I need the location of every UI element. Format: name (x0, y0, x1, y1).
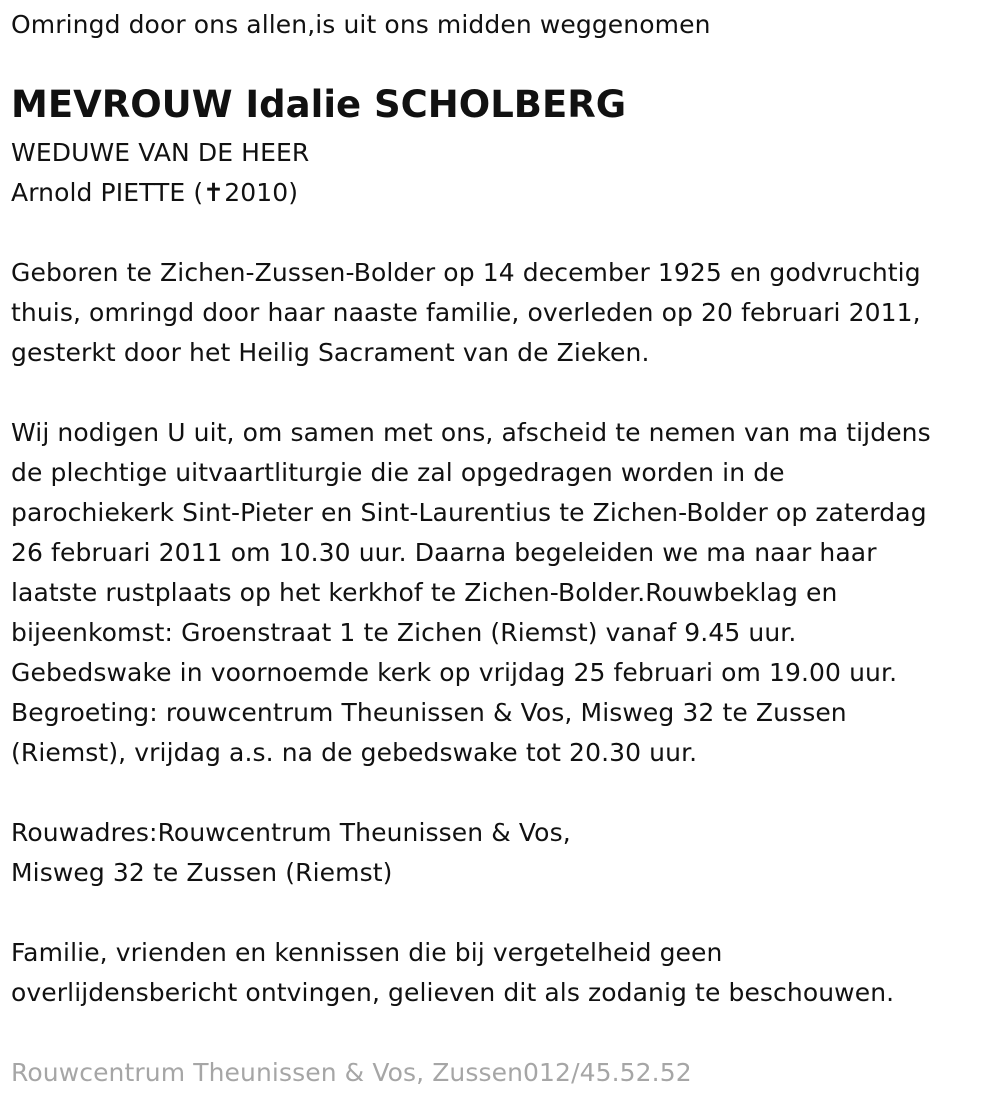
paragraph-line: Familie, vrienden en kennissen die bij vergetelheid geen (11, 938, 723, 967)
paragraph-line: overlijdensbericht ontvingen, gelieven dit als zodanig te beschouwen. (11, 978, 895, 1007)
paragraph-line: de plechtige uitvaartliturgie die zal opgedragen worden in de (11, 458, 785, 487)
paragraph-line: 26 februari 2011 om 10.30 uur. Daarna begeleiden we ma naar haar (11, 538, 877, 567)
paragraph-line: Misweg 32 te Zussen (Riemst) (11, 858, 393, 887)
paragraph-line: thuis, omringd door haar naaste familie, overleden op 20 februari 2011, (11, 298, 921, 327)
intro-text: Omringd door ons allen,is uit ons midden weggenomen (11, 10, 711, 39)
paragraph-line: Geboren te Zichen-Zussen-Bolder op 14 december 1925 en godvruchtig (11, 258, 921, 287)
paragraph-line: Rouwadres:Rouwcentrum Theunissen & Vos, (11, 818, 571, 847)
paragraph-line: Gebedswake in voornoemde kerk op vrijdag 25 februari om 19.00 uur. (11, 658, 898, 687)
widow-line: WEDUWE VAN DE HEER (11, 138, 310, 167)
funeral-home-footer: Rouwcentrum Theunissen & Vos, Zussen012/45.52.52 (11, 1058, 692, 1087)
paragraph-line: Wij nodigen U uit, om samen met ons, afscheid te nemen van ma tijdens (11, 418, 931, 447)
husband-line: Arnold PIETTE (✝2010) (11, 178, 299, 207)
paragraph-line: (Riemst), vrijdag a.s. na de gebedswake tot 20.30 uur. (11, 738, 698, 767)
paragraph-line: laatste rustplaats op het kerkhof te Zichen-Bolder.Rouwbeklag en (11, 578, 838, 607)
paragraph-line: Begroeting: rouwcentrum Theunissen & Vos, Misweg 32 te Zussen (11, 698, 847, 727)
deceased-name: MEVROUW Idalie SCHOLBERG (11, 83, 627, 126)
paragraph-line: gesterkt door het Heilig Sacrament van de Zieken. (11, 338, 650, 367)
paragraph-line: bijeenkomst: Groenstraat 1 te Zichen (Riemst) vanaf 9.45 uur. (11, 618, 797, 647)
paragraph-line: parochiekerk Sint-Pieter en Sint-Laurentius te Zichen-Bolder op zaterdag (11, 498, 927, 527)
